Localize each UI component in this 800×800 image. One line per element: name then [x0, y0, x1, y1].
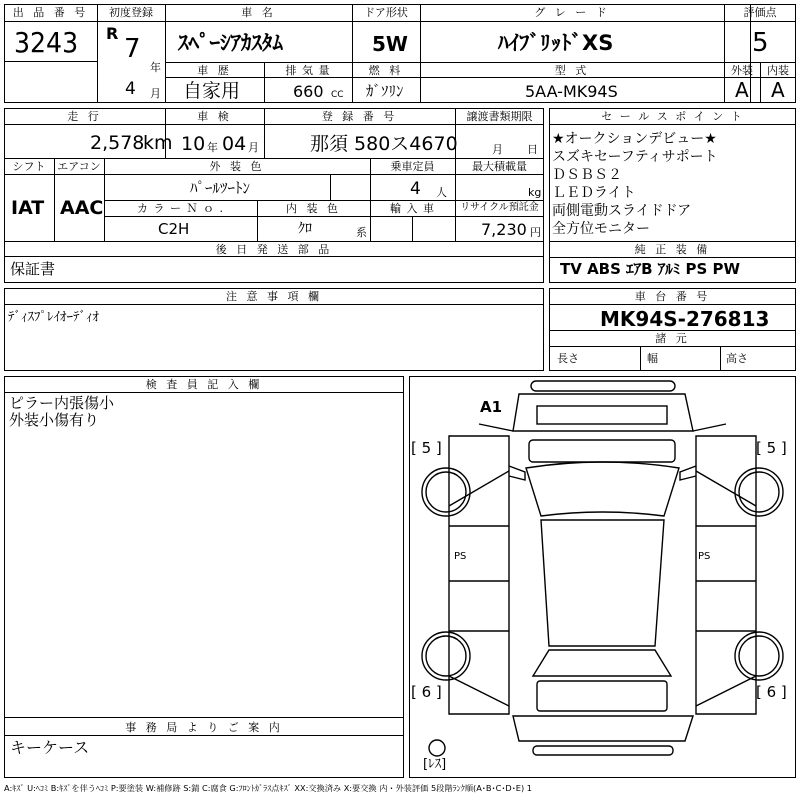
int-color-label: 内 装 色: [286, 202, 341, 215]
spare-tire: [ﾚｽ]: [423, 757, 447, 772]
ext-color-label: 外 装 色: [209, 160, 265, 173]
color-no-label: カ ラ ー Ｎ ｏ .: [137, 202, 224, 215]
width-label: 幅: [647, 352, 658, 365]
score-label: 評価点: [743, 6, 777, 19]
era-mark: R: [106, 24, 119, 43]
inspector-note-1: ピラー内張傷小: [9, 394, 115, 412]
capacity-value: 4: [410, 179, 421, 199]
transfer-day-unit: 日: [527, 143, 538, 156]
ps-mark-right: PS: [698, 551, 711, 562]
length-label: 長さ: [557, 352, 579, 365]
reg-year: 7: [124, 34, 141, 64]
shift-value: IAT: [11, 197, 45, 219]
aircon-value: AAC: [60, 197, 104, 219]
year-unit: 年: [150, 61, 161, 74]
sales-point-5: 両側電動スライドドア: [552, 203, 692, 219]
insp-month-unit: 月: [248, 141, 259, 154]
reg-month: 4: [125, 79, 136, 99]
later-parts-label: 後 日 発 送 部 品: [215, 243, 333, 256]
first-reg-label: 初度登録: [109, 6, 153, 19]
sales-point-3: ＤＳＢＳ２: [552, 167, 622, 183]
model-code-label: 型 式: [554, 64, 590, 77]
ps-mark-left: PS: [454, 551, 467, 562]
grade: ﾊｲﾌﾞﾘｯﾄﾞXS: [498, 31, 614, 55]
detail-block: [4, 108, 544, 257]
interior-grade: A: [771, 78, 785, 102]
registration-value: 那須 580ス4670: [310, 133, 458, 155]
sales-point-1: ★オークションデビュー★: [552, 131, 717, 147]
history-label: 車 歴: [197, 64, 232, 77]
inspection-label: 車 検: [197, 110, 232, 123]
office-value: キーケース: [10, 738, 90, 757]
lot-number: 3243: [14, 26, 79, 59]
int-color-value: ｸﾛ: [298, 221, 312, 237]
max-load-label: 最大積載量: [472, 160, 527, 173]
km-unit: km: [143, 132, 173, 154]
specs-label: 諸 元: [655, 332, 690, 345]
fuel-value: ｶﾞｿﾘﾝ: [366, 82, 404, 100]
tire-front-right: [ 5 ]: [756, 439, 787, 457]
inspector-label: 検 査 員 記 入 欄: [145, 378, 263, 391]
later-parts-value: 保証書: [10, 260, 56, 278]
ext-color-value: ﾊﾟｰﾙﾂｰﾄﾝ: [190, 179, 251, 197]
chassis-value: MK94S-276813: [600, 307, 770, 331]
aircon-label: エアコン: [57, 160, 101, 173]
lot-no-label: 出 品 番 号: [12, 6, 89, 19]
history-value: 自家用: [183, 80, 241, 102]
cc-unit: CC: [331, 90, 344, 100]
inspector-note-2: 外装小傷有り: [9, 411, 100, 429]
interior-label: 内装: [767, 64, 789, 77]
genuine-label: 純 正 装 備: [634, 243, 711, 256]
registration-label: 登 録 番 号: [321, 110, 398, 123]
notes-value: ﾃﾞｨｽﾌﾟﾚｲｵｰﾃﾞｨｵ: [8, 310, 99, 325]
imported-label: 輸 入 車: [390, 202, 435, 215]
capacity-label: 乗車定員: [390, 160, 435, 173]
displacement-value: 660: [293, 82, 324, 101]
recycle-label: リサイクル預託金: [460, 202, 539, 213]
persons-unit: 人: [436, 186, 447, 199]
height-label: 高さ: [726, 352, 748, 365]
sales-point-4: ＬＥＤライト: [552, 185, 636, 201]
recycle-value: 7,230: [481, 220, 527, 239]
kei-unit: 系: [356, 226, 367, 239]
later-parts-box: [4, 257, 544, 283]
yen-unit: 円: [530, 226, 541, 239]
grade-label: グ レ ー ド: [534, 6, 610, 19]
exterior-label: 外装: [731, 64, 753, 77]
model-code-value: 5AA-MK94S: [525, 82, 618, 101]
shift-label: シフト: [12, 160, 46, 173]
mileage-label: 走 行: [67, 110, 102, 123]
transfer-month-unit: 月: [492, 143, 503, 156]
notes-label: 注 意 事 項 欄: [226, 290, 322, 303]
genuine-value: TV ABS ｴｱB ｱﾙﾐ PS PW: [560, 260, 741, 278]
insp-year: 10: [181, 133, 206, 155]
sales-point-2: スズキセーフティサポート: [552, 149, 718, 165]
tire-rear-left: [ 6 ]: [411, 683, 442, 701]
insp-month: 04: [222, 133, 247, 155]
score-value: 5: [752, 28, 769, 58]
transfer-docs-label: 譲渡書類期限: [466, 110, 533, 123]
office-label: 事 務 局 よ り ご 案 内: [125, 721, 283, 734]
car-diagram: [409, 376, 796, 778]
displacement-label: 排 気 量: [285, 64, 331, 77]
kg-unit: kg: [528, 186, 542, 199]
chassis-label: 車 台 番 号: [634, 290, 711, 303]
damage-legend: A:ｷｽﾞ U:ﾍｺﾐ B:ｷｽﾞを伴うﾍｺﾐ P:要塗装 W:補修跡 S:錆 C:腐食 G:ﾌﾛﾝﾄｶﾞﾗｽ点ｷｽﾞ XX:交換済み X:要交換 内・外装評価 5段階ﾗﾝｸ順(A･B･C･D･E) 1: [4, 783, 532, 793]
car-name-label: 車 名: [241, 6, 276, 19]
tire-front-left: [ 5 ]: [411, 439, 442, 457]
insp-year-unit: 年: [207, 141, 218, 154]
color-no-value: C2H: [158, 220, 190, 238]
car-name: ｽﾍﾟｰｼｱｶｽﾀﾑ: [178, 31, 283, 55]
mileage-value: 2,578: [90, 132, 145, 154]
sales-point-6: 全方位モニター: [552, 221, 650, 237]
car-outline: [422, 381, 783, 756]
exterior-grade: A: [735, 78, 749, 102]
damage-a1: A1: [480, 398, 503, 416]
fuel-label: 燃 料: [368, 64, 404, 77]
door-label: ドア形状: [364, 6, 408, 19]
tire-rear-right: [ 6 ]: [756, 683, 787, 701]
sales-points-label: セ ー ル ス ポ イ ン ト: [601, 110, 744, 123]
month-unit: 月: [150, 87, 161, 100]
door-type: 5W: [372, 32, 408, 56]
